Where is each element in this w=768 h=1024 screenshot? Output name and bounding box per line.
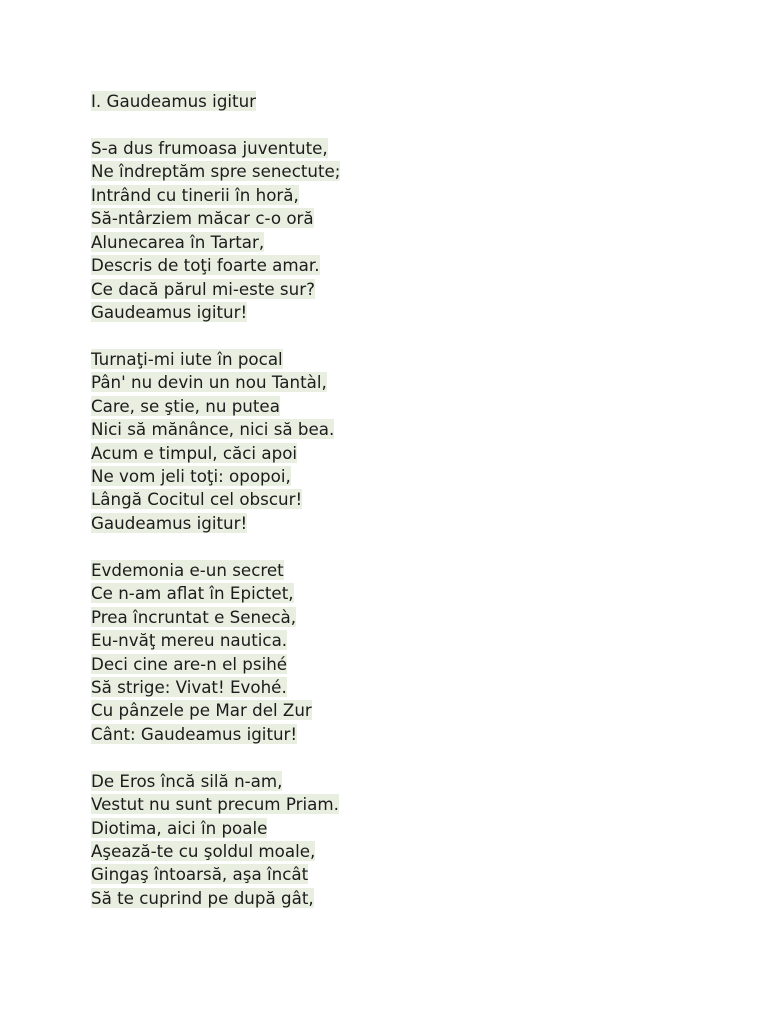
- poem-line-text: Evdemonia e-un secret: [91, 559, 284, 580]
- poem-title: I. Gaudeamus igitur: [91, 91, 257, 111]
- poem-line: [91, 559, 731, 582]
- poem-line: [91, 301, 731, 324]
- poem-line-text: Gaudeamus igitur!: [91, 301, 248, 322]
- poem-line: [91, 488, 731, 511]
- poem-line: [91, 137, 731, 160]
- poem-line: [91, 371, 731, 394]
- poem-line-text: Intrând cu tinerii în horă,: [91, 184, 299, 205]
- poem-line-text: Să te cuprind pe după gât,: [91, 887, 314, 908]
- poem-line: [91, 254, 731, 277]
- poem-line: [91, 512, 731, 535]
- poem-line-text: Ne vom jeli toţi: opopoi,: [91, 466, 291, 486]
- poem-line-text: Turnaţi-mi iute în pocal: [91, 348, 283, 369]
- poem-line: [91, 723, 731, 746]
- poem-line: [91, 699, 731, 722]
- poem-line: [91, 231, 731, 254]
- poem-line-text: Prea încruntat e Senecà,: [91, 606, 297, 627]
- blank-line: [91, 746, 731, 769]
- poem-line: [91, 629, 731, 652]
- poem-line-text: Cu pânzele pe Mar del Zur: [91, 700, 312, 721]
- poem-line-text: Gingaş întoarsă, aşa încât: [91, 864, 309, 885]
- poem-line: [91, 160, 731, 183]
- poem-line: [91, 840, 731, 863]
- poem-line: [91, 442, 731, 465]
- poem-line: [91, 418, 731, 441]
- poem-line-text: Nici să mănânce, nici să bea.: [91, 419, 335, 440]
- poem-line-text: Care, se ştie, nu putea: [91, 395, 280, 416]
- poem-line: [91, 348, 731, 371]
- poem-line: [91, 184, 731, 207]
- poem-line-text: Ce n-am aflat în Epictet,: [91, 583, 294, 604]
- poem-line-text: Ne îndreptăm spre senectute;: [91, 161, 341, 182]
- poem-line: [91, 770, 731, 793]
- poem-line-text: De Eros încă silă n-am,: [91, 770, 283, 791]
- poem-line-text: Eu-nvăţ mereu nautica.: [91, 630, 288, 651]
- poem-line-text: Aşează-te cu şoldul moale,: [91, 841, 316, 861]
- stanza: [91, 137, 731, 325]
- stanza: [91, 559, 731, 747]
- poem-line: [91, 793, 731, 816]
- blank-line: [91, 113, 731, 136]
- blank-line: [91, 324, 731, 347]
- poem-line-text: Pân' nu devin un nou Tantàl,: [91, 372, 327, 393]
- poem-line: [91, 606, 731, 629]
- poem-line: [91, 278, 731, 301]
- poem-line: [91, 395, 731, 418]
- poem-line-text: Diotima, aici în poale: [91, 817, 268, 838]
- document-page: [91, 90, 731, 910]
- poem-line-text: Acum e timpul, căci apoi: [91, 442, 298, 463]
- stanza: [91, 348, 731, 536]
- poem-line-text: Ce dacă părul mi-este sur?: [91, 278, 315, 299]
- poem-line-text: Deci cine are-n el psihé: [91, 653, 288, 674]
- blank-line: [91, 535, 731, 558]
- poem-line: [91, 863, 731, 886]
- poem-line-text: Vestut nu sunt precum Priam.: [91, 794, 339, 815]
- poem-line-text: Alunecarea în Tartar,: [91, 231, 265, 252]
- poem-line: [91, 582, 731, 605]
- stanza: [91, 770, 731, 911]
- poem-line: [91, 817, 731, 840]
- poem-line-text: Descris de toţi foarte amar.: [91, 255, 320, 276]
- poem-line-text: Să-ntârziem măcar c-o oră: [91, 208, 314, 229]
- poem-line-text: S-a dus frumoasa juventute,: [91, 137, 328, 158]
- poem-title-line: [91, 90, 731, 113]
- poem-line: [91, 887, 731, 910]
- poem-line: [91, 207, 731, 230]
- poem-line: [91, 465, 731, 488]
- poem-line-text: Să strige: Vivat! Evohé.: [91, 676, 287, 697]
- poem-line-text: Lângă Cocitul cel obscur!: [91, 489, 303, 510]
- poem-line-text: Cânt: Gaudeamus igitur!: [91, 723, 298, 744]
- poem-line: [91, 676, 731, 699]
- poem-line-text: Gaudeamus igitur!: [91, 512, 248, 533]
- poem-line: [91, 653, 731, 676]
